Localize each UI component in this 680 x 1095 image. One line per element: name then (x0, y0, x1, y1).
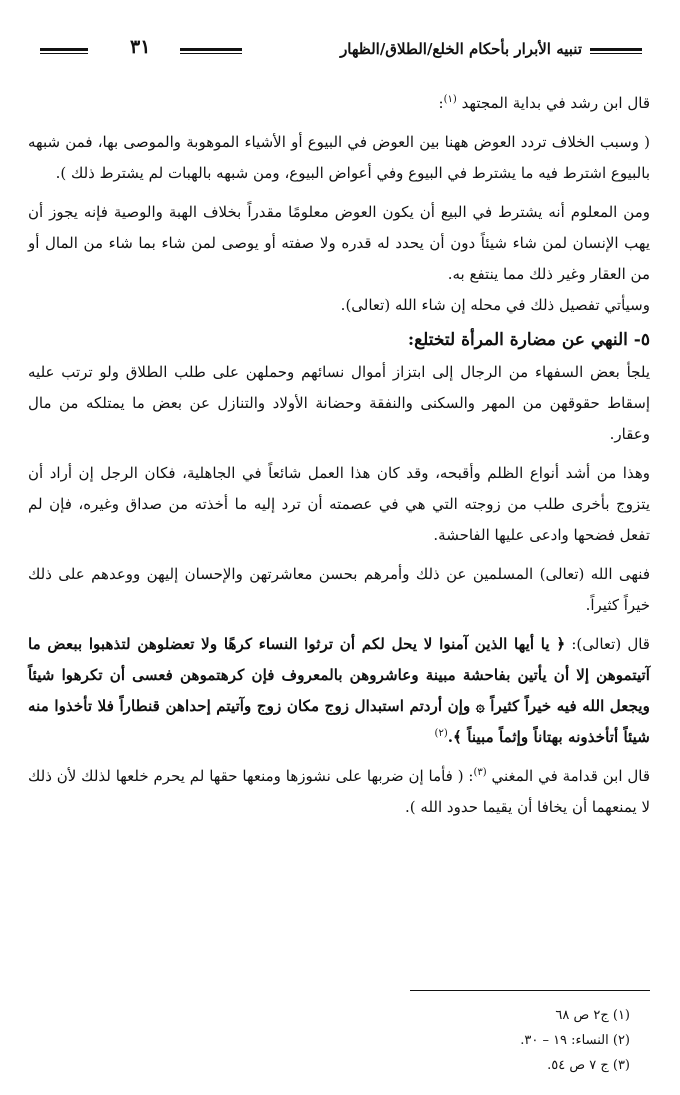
page-number: ٣١ (130, 36, 151, 58)
p1-text: قال ابن رشد في بداية المجتهد (461, 94, 650, 112)
p8-footnote-ref: (٢) (434, 728, 448, 739)
header-rule-left (40, 48, 88, 51)
footnotes (520, 1003, 630, 1078)
header-rule-right (590, 48, 642, 51)
paragraph-6: وهذا من أشد أنواع الظلم وأقبحه، وقد كان هذا العمل شائعاً في الجاهلية، فكان الرجل إن أراد أن يتزوج بأخرى طلب من زوجته التي هي في عصمته أن ترد إليه ما أخذته من صداق وغيره، فإن لم تفعل فضحها وادعى عليها الفاحشة. (28, 464, 650, 544)
quran-verse: ﴿ يا أيها الذين آمنوا لا يحل لكم أن ترثوا النساء كرهًا ولا تعضلوهن لتذهبوا ببعض ما آتيتموهن إلا أن يأتين بفاحشة مبينة وعاشروهن بالمعروف فإن كرهتموهن فعسى أن تكرهوا شيئاً ويجعل الله فيه خيراً كثيراً ۞ وإن أردتم استبدال زوج مكان زوج وآتيتم إحداهن قنطاراً فلا تأخذوا منه شيئاً أتأخذونه بهتاناً وإثماً مبيناً ﴾. (28, 635, 650, 746)
footnote-separator (410, 990, 650, 991)
p9-footnote-ref: (٣) (473, 767, 487, 778)
header-title: تنبيه الأبرار بأحكام الخلع/الطلاق/الظهار (340, 40, 582, 58)
header-rule-right-thin (590, 53, 642, 54)
paragraph-3: ومن المعلوم أنه يشترط في البيع أن يكون العوض معلومًا مقدراً بخلاف الهبة والوصية فإنه يجوز أن يهب الإنسان لمن شاء شيئاً دون أن يحدد له قدره ولا صفته أو يوصى لمن شاء بما شاء من المال أو من العقار وغير ذلك مما ينتفع به. (28, 203, 650, 283)
running-header (40, 36, 642, 68)
p1-footnote-ref: (١) (443, 94, 457, 105)
paragraph-9 (28, 761, 650, 823)
footnote-1: (١) ج٢ ص ٦٨ (555, 1008, 630, 1023)
paragraph-2: ( وسبب الخلاف تردد العوض ههنا بين العوض في البيوع أو الأشياء الموهوبة والموصى بها، فمن شبهه بالبيوع اشترط فيه ما يشترط في البيوع وفي أعواض البيوع، ومن شبهه بالهبات لم يشترط ذلك ). (28, 133, 650, 182)
paragraph-8 (28, 629, 650, 753)
header-rule-middle (180, 48, 242, 51)
paragraph-7: فنهى الله (تعالى) المسلمين عن ذلك وأمرهم بحسن معاشرتهن والإحسان إليهن ووعدهم على ذلك خيراً كثيراً. (28, 565, 650, 614)
section-heading: ٥- النهي عن مضارة المرأة لتختلع: (407, 330, 650, 350)
p1-colon: : (438, 94, 444, 112)
p8-intro: قال (تعالى): (571, 635, 650, 653)
header-rule-left-thin (40, 53, 88, 54)
p9-text-a: قال ابن قدامة في المغني (491, 767, 650, 785)
paragraph-4: وسيأتي تفصيل ذلك في محله إن شاء الله (تعالى). (340, 296, 650, 314)
footnote-3: (٣) ج ٧ ص ٥٤. (547, 1058, 630, 1073)
p9-text-b: : ( فأما إن ضربها على نشوزها ومنعها حقها لم يحرم خلعها لذلك لأن ذلك لا يمنعهما أن يخافا أن يقيما حدود الله ). (28, 767, 650, 816)
paragraph-1 (28, 88, 650, 119)
paragraph-5: يلجأ بعض السفهاء من الرجال إلى ابتزاز أموال نسائهم وحملهن على طلب الطلاق ولو ترتب عليه إسقاط حقوقهن من المهر والسكنى والنفقة وحضانة الأولاد والتنازل عن بعض ما يمتلكه من مال وعقار. (28, 363, 650, 443)
footnote-2: (٢) النساء: ١٩ – ٣٠. (520, 1033, 630, 1048)
header-rule-middle-thin (180, 53, 242, 54)
main-text (28, 88, 650, 823)
